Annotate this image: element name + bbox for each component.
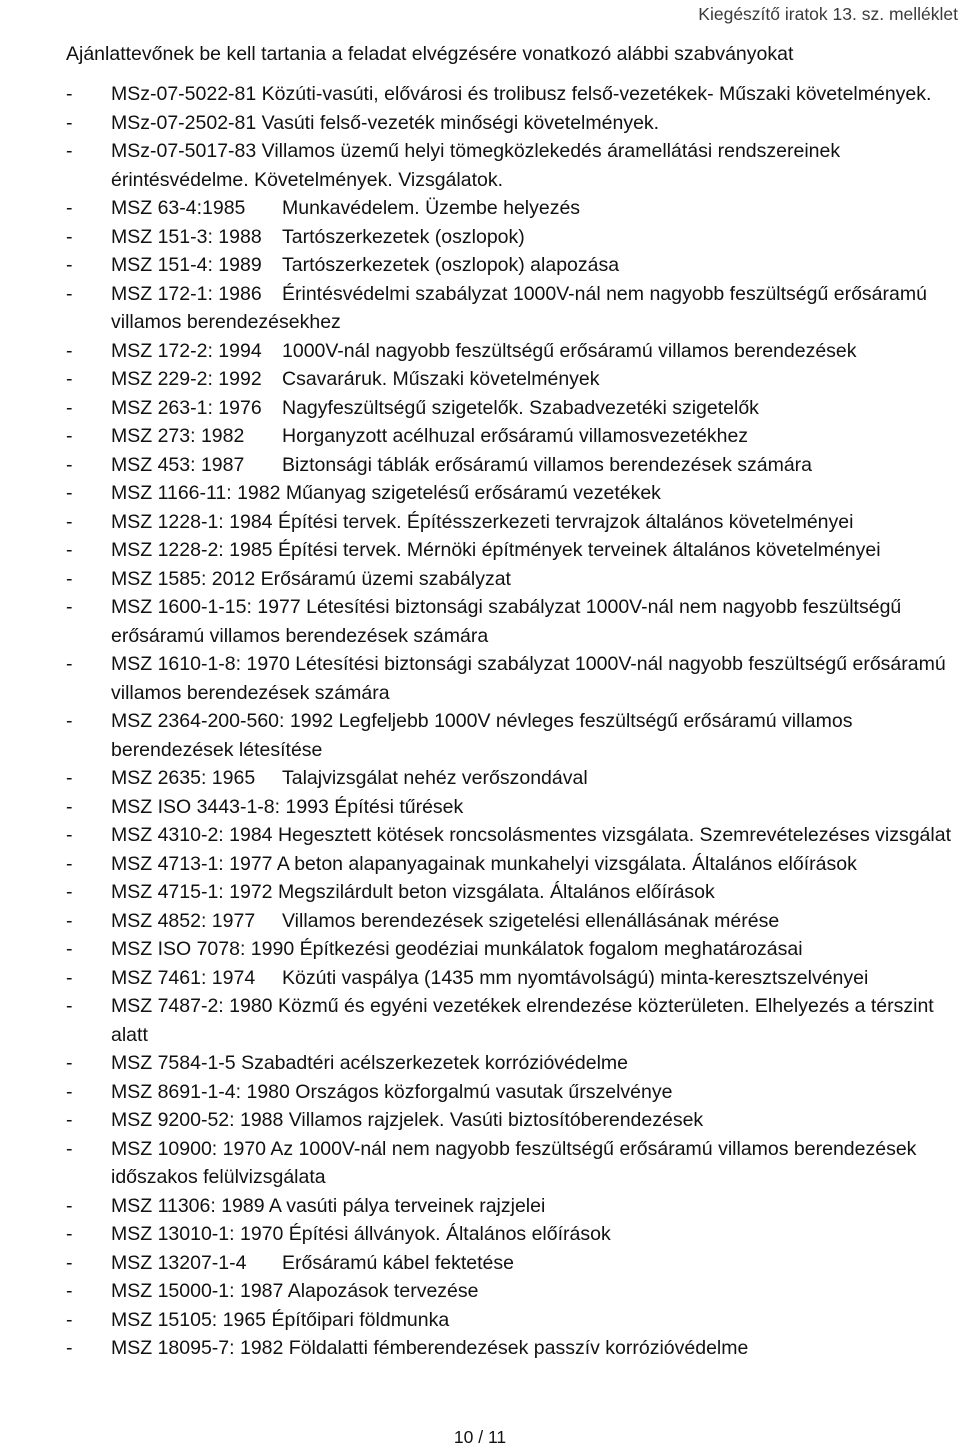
standard-code: MSZ 172-1: 1986	[111, 282, 262, 305]
standard-item	[66, 593, 960, 650]
standard-item	[66, 451, 960, 480]
standard-item	[66, 793, 960, 822]
standard-title: Biztonsági táblák erősáramú villamos berendezések számára	[282, 453, 813, 476]
standard-title: Építési állványok. Általános előírások	[288, 1223, 611, 1245]
standard-item	[66, 194, 960, 223]
standard-title: 1000V-nál nagyobb feszültségű erősáramú villamos berendezések	[282, 339, 857, 362]
standard-title: Létesítési biztonsági szabályzat 1000V-nál nem nagyobb feszültségű erősáramú villamos berendezések számára	[111, 596, 902, 647]
standard-item	[66, 1135, 960, 1192]
standard-item	[66, 1049, 960, 1078]
standard-code: MSZ 15105: 1965	[111, 1308, 267, 1331]
standard-code: MSZ 1585: 2012	[111, 567, 256, 590]
standard-item	[66, 536, 960, 565]
standard-code: MSZ 229-2: 1992	[111, 368, 262, 390]
standard-title: Nagyfeszültségű szigetelők. Szabadvezetéki szigetelők	[282, 396, 759, 419]
standard-title: Szabadtéri acélszerkezetek korrózióvédelme	[241, 1052, 628, 1074]
standard-item	[66, 223, 960, 252]
standard-item	[66, 280, 960, 337]
standard-item	[66, 850, 960, 879]
standard-title: Közúti-vasúti, elővárosi és trolibusz felső-vezetékek- Műszaki követelmények.	[261, 83, 932, 105]
standard-code: MSZ 1600-1-15: 1977	[111, 596, 301, 618]
standard-title: Az 1000V-nál nem nagyobb feszültségű erősáramú villamos berendezések időszakos felülvizsgálata	[111, 1137, 917, 1188]
standard-code: MSZ 263-1: 1976	[111, 396, 262, 419]
intro-text: Ajánlattevőnek be kell tartania a feladat elvégzésére vonatkozó alábbi szabványokat	[66, 43, 794, 65]
standard-code: MSZ 1610-1-8: 1970	[111, 653, 290, 675]
standard-title: Vasúti felső-vezeték minőségi követelmények.	[261, 111, 660, 134]
standard-title: Közmű és egyéni vezetékek elrendezése közterületen. Elhelyezés a térszint alatt	[111, 995, 934, 1046]
standard-code: MSZ 15000-1: 1987	[111, 1280, 284, 1302]
standards-list	[66, 80, 960, 1363]
standard-title: Országos közforgalmú vasutak űrszelvénye	[295, 1080, 673, 1103]
standard-item	[66, 964, 960, 993]
standard-code: MSZ 18095-7: 1982	[111, 1337, 284, 1359]
standard-title: Közúti vaspálya (1435 mm nyomtávolságú) minta-keresztszelvényei	[282, 966, 869, 989]
standard-code: MSZ 13207-1-4	[111, 1251, 247, 1274]
standard-code: MSZ 4310-2: 1984	[111, 824, 273, 846]
standard-title: Tartószerkezetek (oszlopok)	[282, 225, 525, 248]
standard-code: MSZ 9200-52: 1988	[111, 1109, 284, 1131]
standard-title: Földalatti fémberendezések passzív korrózióvédelme	[288, 1337, 749, 1359]
standard-code: MSZ ISO 7078: 1990	[111, 938, 295, 960]
standard-code: MSz-07-5022-81	[111, 83, 257, 105]
standard-code: MSZ 10900: 1970	[111, 1137, 267, 1160]
standard-code: MSZ 2635: 1965	[111, 767, 256, 789]
standard-title: Építési tűrések	[334, 795, 464, 818]
standard-title: Műanyag szigetelésű erősáramú vezetékek	[285, 482, 661, 504]
standard-item	[66, 1106, 960, 1135]
standard-title: Érintésvédelmi szabályzat 1000V-nál nem nagyobb feszültségű erősáramú villamos berendezésekhez	[111, 282, 927, 333]
standard-item	[66, 1220, 960, 1249]
standard-title: Villamos üzemű helyi tömegközlekedés áramellátási rendszereinek érintésvédelme. Követelmények. Vizsgálatok.	[111, 140, 841, 191]
standard-code: MSZ 172-2: 1994	[111, 339, 262, 362]
standard-title: Építési tervek. Mérnöki építmények terveinek általános követelményei	[277, 539, 881, 561]
standard-code: MSZ 151-3: 1988	[111, 225, 262, 248]
standard-item	[66, 992, 960, 1049]
standard-code: MSZ 1228-2: 1985	[111, 539, 273, 561]
standard-title: Alapozások tervezése	[287, 1280, 479, 1302]
standard-item	[66, 137, 960, 194]
standard-title: Talajvizsgálat nehéz verőszondával	[282, 767, 588, 789]
standard-item	[66, 365, 960, 394]
standard-item	[66, 394, 960, 423]
standard-code: MSZ ISO 3443-1-8: 1993	[111, 795, 329, 818]
standard-code: MSZ 63-4:1985	[111, 197, 246, 219]
standard-code: MSz-07-5017-83	[111, 140, 257, 162]
standard-title: Munkavédelem. Üzembe helyezés	[282, 197, 581, 219]
standard-code: MSZ 151-4: 1989	[111, 254, 262, 276]
standard-item	[66, 1192, 960, 1221]
standard-title: A vasúti pálya terveinek rajzjelei	[268, 1194, 546, 1217]
standard-code: MSZ 7461: 1974	[111, 966, 256, 989]
standard-title: Tartószerkezetek (oszlopok) alapozása	[282, 254, 620, 276]
standard-code: MSZ 2364-200-560: 1992	[111, 710, 334, 732]
standard-title: Villamos berendezések szigetelési ellenállásának mérése	[282, 909, 780, 932]
standard-item	[66, 251, 960, 280]
standard-title: Villamos rajzjelek. Vasúti biztosítóberendezések	[288, 1109, 704, 1131]
standard-item	[66, 1334, 960, 1363]
standard-title: Hegesztett kötések roncsolásmentes vizsgálata. Szemrevételezéses vizsgálat	[277, 824, 952, 846]
standard-item	[66, 80, 960, 109]
standard-code: MSz-07-2502-81	[111, 111, 257, 134]
standard-title: Megszilárdult beton vizsgálata. Általános előírások	[277, 881, 715, 903]
standard-item	[66, 479, 960, 508]
standard-title: Építőipari földmunka	[271, 1308, 450, 1331]
standard-title: Horganyzott acélhuzal erősáramú villamosvezetékhez	[282, 425, 749, 447]
standard-title: A beton alapanyagainak munkahelyi vizsgálata. Általános előírások	[276, 852, 857, 875]
annex-label: Kiegészítő iratok 13. sz. melléklet	[698, 4, 958, 24]
standard-item	[66, 337, 960, 366]
standard-title: Létesítési biztonsági szabályzat 1000V-nál nagyobb feszültségű erősáramú villamos berendezések számára	[111, 653, 946, 704]
standard-code: MSZ 11306: 1989	[111, 1194, 265, 1217]
standard-code: MSZ 4715-1: 1972	[111, 881, 273, 903]
standard-item	[66, 878, 960, 907]
page-number: 10 / 11	[453, 1427, 507, 1447]
standard-code: MSZ 1166-11: 1982	[111, 482, 281, 504]
standard-code: MSZ 7584-1-5	[111, 1052, 236, 1074]
standard-title: Építkezési geodéziai munkálatok fogalom meghatározásai	[299, 938, 803, 960]
standard-code: MSZ 7487-2: 1980	[111, 995, 273, 1017]
standard-code: MSZ 8691-1-4: 1980	[111, 1080, 290, 1103]
standard-item	[66, 907, 960, 936]
standard-item	[66, 1249, 960, 1278]
standard-title: Építési tervek. Építésszerkezeti tervrajzok általános követelményei	[277, 510, 854, 533]
standard-code: MSZ 1228-1: 1984	[111, 510, 273, 533]
standard-item	[66, 1306, 960, 1335]
standard-item	[66, 422, 960, 451]
standard-code: MSZ 4713-1: 1977	[111, 852, 273, 875]
standard-item	[66, 707, 960, 764]
standard-item	[66, 1277, 960, 1306]
standard-code: MSZ 273: 1982	[111, 425, 245, 447]
standard-item	[66, 109, 960, 138]
standard-code: MSZ 453: 1987	[111, 453, 245, 476]
standard-item	[66, 1078, 960, 1107]
standard-item	[66, 565, 960, 594]
standard-title: Legfeljebb 1000V névleges feszültségű erősáramú villamos berendezések létesítése	[111, 710, 853, 761]
standard-item	[66, 821, 960, 850]
standard-item	[66, 650, 960, 707]
standard-item	[66, 508, 960, 537]
standard-item	[66, 935, 960, 964]
standard-title: Erősáramú kábel fektetése	[282, 1251, 514, 1274]
standard-code: MSZ 13010-1: 1970	[111, 1223, 284, 1245]
standard-item	[66, 764, 960, 793]
standard-code: MSZ 4852: 1977	[111, 909, 256, 932]
standard-title: Erősáramú üzemi szabályzat	[260, 567, 511, 590]
standard-title: Csavaráruk. Műszaki követelmények	[282, 368, 600, 390]
